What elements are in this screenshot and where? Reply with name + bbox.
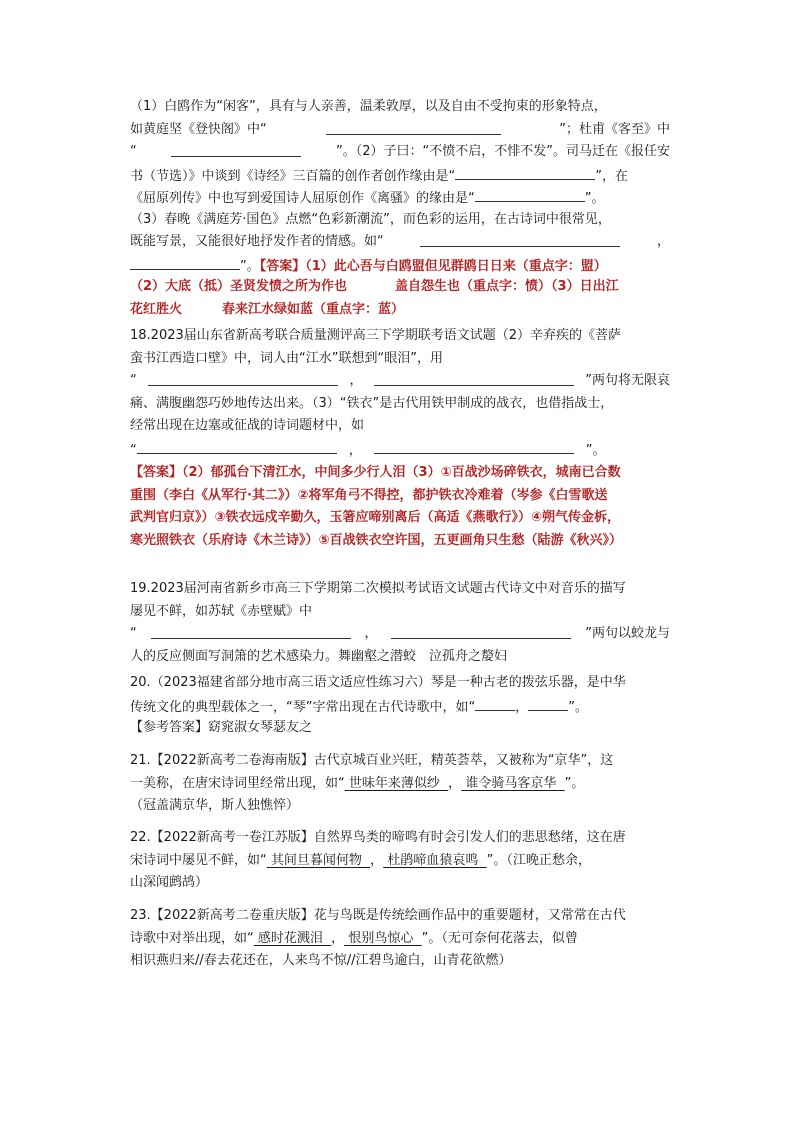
text-line: 诗歌中对举出现，如“ 感时花溅泪 ， 恨别鸟惊心 ”。（无可奈何花落去，似曾 [130, 930, 578, 946]
text-line: 相识燕归来//春去花还在，人来鸟不惊//江碧鸟逾白，山青花欲燃） [130, 953, 512, 968]
filled-answer: 谁令骑马客京华 [465, 775, 557, 791]
answer-blank [171, 141, 301, 157]
text-line: 宋诗词中屡见不鲜，如“ 其间旦暮闻何物 ， 杜鹃啼血猿哀鸣 ”。（江晚正愁余， [130, 852, 591, 868]
filled-answer: 感时花溅泪 [257, 930, 323, 946]
text-line: 既能写景，又能很好地抒发作者的情感。如“ ， [130, 231, 670, 254]
answer-blank [420, 231, 620, 247]
answer-blank [475, 695, 515, 711]
question-21 [130, 750, 670, 818]
answer-blank [326, 119, 501, 135]
question-22 [130, 827, 670, 895]
text-line: 【参考答案】窈窕淑女琴瑟友之 [130, 720, 313, 735]
text-line: 18.2023届山东省新高考联合质量测评高三下学期联考语文试题（2）辛弃疾的《菩萨 [130, 328, 622, 343]
answer-label: 【答案】 [130, 465, 183, 480]
filled-answer: 杜鹃啼血猿哀鸣 [387, 852, 479, 868]
answer-blank [455, 164, 595, 180]
text-line: 【答案】（2）郁孤台下清江水，中间多少行人泪（3）①百战沙场碎铁衣，城南已合数 [130, 465, 621, 480]
text-line: 山深闻鹧鸪） [130, 875, 209, 890]
text-line: 重围（李白《从军行·其二》）②将军角弓不得控，都护铁衣冷难着（岑参《白雪歌送 [130, 487, 608, 503]
filled-answer: 其间旦暮闻何物 [270, 852, 362, 868]
text-line: “ ， ”两句将无限哀 [130, 370, 670, 393]
text-line: 武判官归京》）③铁衣远戍辛勤久，玉箸应啼别离后（高适《燕歌行》）④朔气传金柝， [130, 510, 621, 525]
answer-blank [374, 438, 574, 454]
answer-blank [391, 623, 571, 639]
text-line: （冠盖满京华，斯人独憔悴） [130, 798, 300, 813]
text-line: 蛮书江西造口壁》中，词人由“江水”联想到“眼泪”，用 [130, 350, 443, 366]
question-20 [130, 672, 670, 740]
answer-blank [130, 254, 240, 270]
text-line: 《屈原列传》中也写到爱国诗人屈原创作《离骚》的缘由是“ ”。 [130, 186, 670, 209]
text-line: 书（节选）》中谈到《诗经》三百篇的创作者创作缘由是“ ”，在 [130, 164, 670, 187]
text-line: 21.【2022新高考二卷海南版】古代京城百业兴旺，精英荟萃，又被称为“京华”，这 [130, 753, 614, 768]
text-line: ”。【答案】（1）此心吾与白鸥盟但见群鸥日日来（重点字：盟） [130, 254, 670, 277]
text-line: “ ， ”。 [130, 438, 670, 461]
text-line: 屡见不鲜，如苏轼《赤壁赋》中 [130, 603, 313, 619]
text-line: 如黄庭坚《登快阁》中“ ”；杜甫《客至》中 [130, 119, 670, 142]
text-line: 23.【2022新高考二卷重庆版】花与鸟既是传统绘画作品中的重要题材，又常常在古代 [130, 908, 626, 923]
text-line: （1）白鸥作为“闲客”，具有与人亲善，温柔敦厚，以及自由不受拘束的形象特点， [130, 99, 607, 114]
text-line: 22.【2022新高考一卷江苏版】自然界鸟类的啼鸣有时会引发人们的悲思愁绪，这在唐 [130, 830, 626, 845]
answer-blank [374, 370, 574, 386]
answer-blank [148, 370, 338, 386]
text-line: 痛、满腹幽怨巧妙地传达出来。（3）“铁衣”是古代用铁甲制成的战衣，也借指战士， [130, 395, 614, 411]
answer-text: （1）此心吾与白鸥盟但见群鸥日日来（重点字：盟） [305, 258, 607, 274]
text-line: （3）春晚《满庭芳·国色》点燃“色彩新潮流”，而色彩的运用，在古诗词中很常见， [130, 211, 611, 227]
filled-answer: 恨别鸟惊心 [348, 930, 414, 946]
text-line: 一美称，在唐宋诗词里经常出现，如“ 世味年来薄似纱 ， 谁令骑马客京华 ”。 [130, 775, 585, 791]
text-line: 花红胜火 春来江水绿如蓝（重点字：蓝） [130, 301, 405, 317]
text-line: “ ”。（2）子曰：“不愤不启，不悱不发”。司马迁在《报任安 [130, 141, 670, 164]
answer-blank [528, 695, 568, 711]
text-line: 20.（2023福建省部分地市高三语文适应性练习六）琴是一种古老的拨弦乐器，是中华 [130, 675, 626, 690]
question-block-colour-and-birds [130, 96, 670, 321]
answer-label: 【答案】 [259, 258, 306, 274]
text-line: 19.2023届河南省新乡市高三下学期第二次模拟考试语文试题古代诗文中对音乐的描写 [130, 581, 626, 596]
answer-blank [137, 438, 337, 454]
answer-18 [130, 462, 670, 552]
text-line: “ ， ”两句以蛟龙与 [130, 623, 670, 646]
question-23 [130, 905, 670, 973]
text-line: 传统文化的典型载体之一，“琴”字常出现在古代诗歌中，如“ ， ”。 [130, 695, 670, 718]
text-line: 寒光照铁衣（乐府诗《木兰诗》）⑤百战铁衣空许国，五更画角只生愁（陆游《秋兴》） [130, 532, 623, 548]
answer-blank [475, 186, 585, 202]
text-line: 人的反应侧面写洞箫的艺术感染力。舞幽壑之潜蛟 泣孤舟之嫠妇 [130, 648, 508, 664]
filled-answer: 世味年来薄似纱 [348, 775, 440, 791]
answer-blank [151, 623, 351, 639]
question-18 [130, 325, 670, 460]
question-19 [130, 578, 670, 668]
text-line: 经常出现在边塞或征战的诗词题材中，如 [130, 418, 365, 433]
text-line: （2）大底（抵）圣贤发愤之所为作也 盖自怨生也（重点字：愤）（3）日出江 [130, 279, 619, 294]
